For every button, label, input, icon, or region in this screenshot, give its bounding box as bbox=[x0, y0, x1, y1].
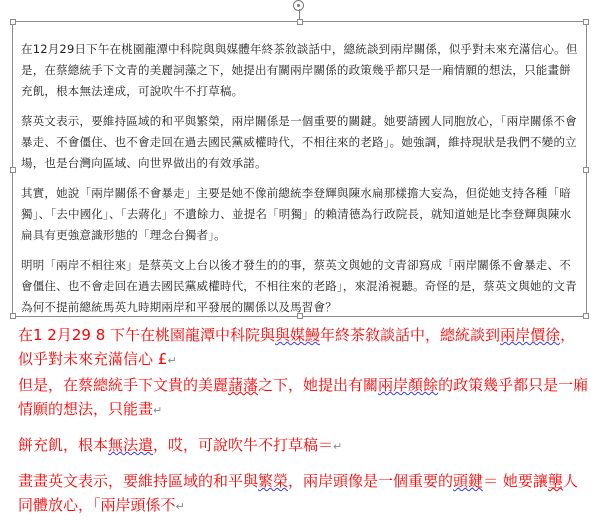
doc-text-run: ，哎，可說吹牛不打草稿＝ bbox=[153, 436, 334, 454]
paragraph-mark-icon: ↵ bbox=[153, 404, 163, 417]
doc-paragraph-2 bbox=[18, 433, 590, 459]
resize-handle-middle-left[interactable] bbox=[10, 167, 16, 173]
paragraph-mark-icon: ↵ bbox=[333, 440, 343, 453]
doc-text-run: 年終茶敘談話中，總統談到 bbox=[320, 326, 501, 344]
spelling-flag[interactable]: 兩岸價徐 bbox=[500, 326, 561, 344]
resize-handle-middle-right[interactable] bbox=[583, 167, 589, 173]
resize-handle-top-right[interactable] bbox=[583, 19, 589, 25]
doc-text-run: 餅充飢，根本 bbox=[18, 436, 109, 454]
doc-text-run: ，似乎對未來充滿信心 bbox=[18, 326, 576, 368]
resize-handle-top-center[interactable] bbox=[297, 19, 303, 25]
spelling-flag[interactable]: 藷藩 bbox=[228, 376, 259, 394]
document-body[interactable] bbox=[18, 323, 590, 529]
doc-text-run: 畫畫英文表示，要維持區域的和平與 bbox=[18, 472, 259, 490]
spelling-flag[interactable]: 與媒鰻 bbox=[275, 326, 321, 344]
spelling-flag[interactable]: 無法遣 bbox=[108, 436, 154, 454]
text-box-paragraph-3: 其實，她說「兩岸關係不會暴走」主要是她不像前總統李登輝與陳水扁那樣擔大妄為，但從她支持各種「暗獨」、「去中國化」、「去蔣化」不遺餘力、並提名「明獨」的賴清德為行政院長，就知道她是比李登輝與陳水扁具有更強意識形態的「理念台獨者」。 bbox=[21, 186, 572, 242]
doc-paragraph-1 bbox=[18, 323, 590, 423]
paragraph-mark-icon: ↵ bbox=[167, 354, 177, 367]
selected-text-box[interactable] bbox=[12, 21, 587, 317]
doc-text-run: 人同體放心，「兩岸頭係不 bbox=[18, 472, 578, 514]
doc-paragraph-3 bbox=[18, 469, 590, 519]
doc-text-run: ＝ 她要讓 bbox=[483, 472, 548, 490]
text-box-paragraph-4: 明明「兩岸不相往來」是蔡英文上台以後才發生的的事，蔡英文與她的文青卻寫成「兩岸關係不會暴走、不會僵住、也不會走回在過去國民黨威權時代，不相往來的老路」，來混淆視聽。奇怪的是，蔡英文與她的文青為何不提前總統馬英九時期兩岸和平發展的關係以及馬習會？ bbox=[21, 258, 577, 314]
text-box-paragraph-2: 蔡英文表示，要維持區域的和平與繁榮，兩岸關係是一個重要的關鍵。她要請國人同胞放心，「兩岸關係不會暴走、不會僵住、也不會走回在過去國民黨威權時代，不相往來的老路」。她強調，維持現狀是我們不變的立場，也是台灣向區域、向世界做出的有效承諾。 bbox=[21, 114, 577, 170]
spelling-flag[interactable]: 頭鍵 bbox=[453, 472, 484, 490]
text-box-content[interactable] bbox=[21, 39, 578, 318]
doc-text-run: 在1 2月29 8 下午在桃園龍潭中科院與 bbox=[18, 326, 276, 344]
paragraph-mark-icon: ↵ bbox=[175, 500, 185, 513]
doc-text-run: ，兩岸頭像是一個重要的 bbox=[288, 472, 454, 490]
spelling-flag[interactable]: 繁榮 bbox=[258, 472, 289, 490]
spelling-flag[interactable]: 兩岸顏餘 bbox=[378, 376, 439, 394]
doc-text-run: 但是，在蔡總統手下文貴的美麗 bbox=[18, 376, 229, 394]
doc-text-run: 的政策幾乎都只是一廂情願的想法，只能畫 bbox=[18, 376, 589, 418]
doc-text-run: £ bbox=[157, 350, 168, 368]
spelling-flag[interactable]: 壟 bbox=[547, 472, 563, 490]
doc-text-run: 之下，她提出有關 bbox=[258, 376, 379, 394]
resize-handle-bottom-right[interactable] bbox=[583, 313, 589, 319]
resize-handle-top-left[interactable] bbox=[10, 19, 16, 25]
text-box-paragraph-1: 在12月29日下午在桃園龍潭中科院與與媒體年終茶敘談話中，總統談到兩岸關係，似乎對未來充滿信心。但是，在蔡總統手下文青的美麗詞藻之下，她提出有關兩岸關係的政策幾乎都只是一廂情願的想法，只能畫餅充飢，根本無法達成，可說吹牛不打草稿。 bbox=[21, 42, 578, 98]
resize-handle-bottom-left[interactable] bbox=[10, 313, 16, 319]
